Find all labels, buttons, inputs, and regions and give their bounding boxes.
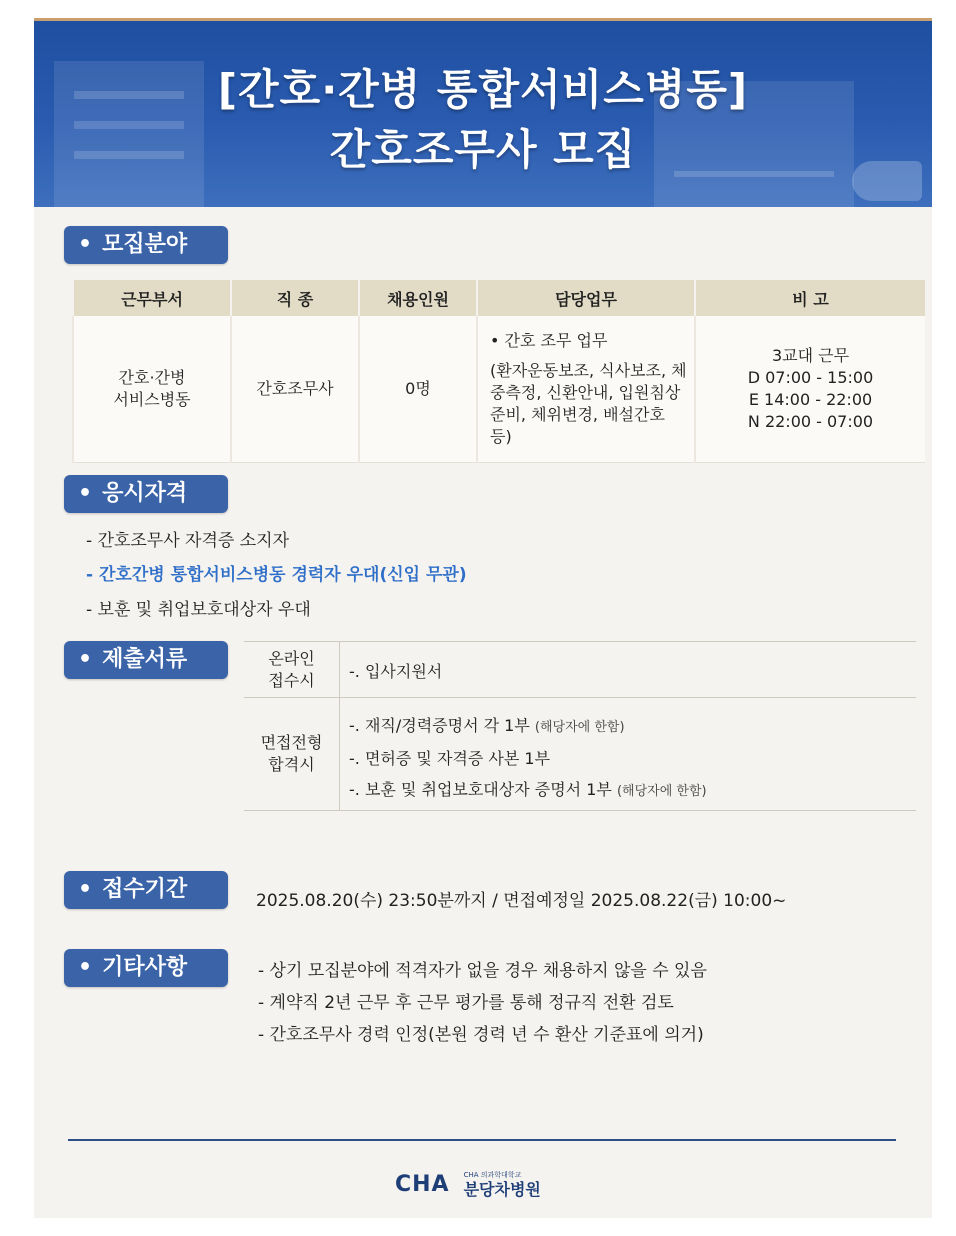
column-header: 직 종 [231,280,359,316]
hospital-logo [395,1169,541,1199]
hospital-name: 분당차병원 [463,1180,541,1199]
document-note: (해당자에 한함) [616,784,707,799]
duty-detail: (환자운동보조, 식사보조, 체중측정, 신환안내, 입원침상준비, 체위변경, 배설간호 등) [490,361,687,446]
duty-cell [477,316,695,463]
column-header: 채용인원 [359,280,477,316]
table-header-row [73,280,925,316]
section-recruit-field: • 모집분야 [64,226,228,264]
interview-label: 면접전형 합격시 [244,698,340,810]
notes-cell [695,316,925,463]
section-label: 접수기간 [102,877,188,902]
period-text: 2025.08.20(수) 23:50분까지 / 면접예정일 2025.08.22(금) 10:00~ [256,891,787,911]
count-cell: 0명 [359,316,477,463]
poster [34,18,932,1218]
online-label: 온라인 접수시 [244,642,340,697]
note-line: 3교대 근무 [771,346,850,365]
document-text: -. 재직/경력증명서 각 1부 [349,716,535,735]
duty-title: • 간호 조무 업무 [490,331,608,350]
document-text: -. 면허증 및 자격증 사본 1부 [349,749,551,768]
documents-row-interview [244,697,916,811]
note-line: N 22:00 - 07:00 [747,412,874,431]
section-label: 모집분야 [102,232,188,257]
column-header: 비 고 [695,280,925,316]
documents-row-online [244,641,916,697]
title-line-1: [간호·간병 통합서비스병동] [217,65,749,114]
table-row [73,316,925,463]
footer-divider [68,1139,896,1141]
university-name: CHA 의과학대학교 [463,1171,522,1179]
section-etc: • 기타사항 [64,949,228,987]
document-item: -. 입사지원서 [349,662,443,681]
section-period: • 접수기간 [64,871,228,909]
recruit-table [72,280,925,463]
etc-item: - 간호조무사 경력 인정(본원 경력 년 수 환산 기준표에 의거) [258,1025,704,1045]
document-text: -. 보훈 및 취업보호대상자 증명서 1부 [349,780,617,799]
section-qualification: • 응시자격 [64,475,228,513]
document-item [349,710,916,743]
note-line: E 14:00 - 22:00 [748,390,873,409]
qualification-item: - 간호조무사 자격증 소지자 [86,531,289,551]
document-item [349,743,916,774]
etc-item: - 계약직 2년 근무 후 근무 평가를 통해 정규직 전환 검토 [258,993,674,1013]
cha-logo: CHA [395,1171,450,1197]
qualification-item: - 보훈 및 취업보호대상자 우대 [86,600,311,620]
column-header: 담당업무 [477,280,695,316]
column-header: 근무부서 [73,280,231,316]
section-label: 기타사항 [102,955,188,980]
job-cell: 간호조무사 [231,316,359,463]
header-banner [34,18,932,207]
etc-item: - 상기 모집분야에 적격자가 없을 경우 채용하지 않을 수 있음 [258,961,707,981]
section-label: 제출서류 [102,647,188,672]
documents-table [244,641,916,811]
section-documents: • 제출서류 [64,641,228,679]
note-line: D 07:00 - 15:00 [747,368,874,387]
document-note: (해당자에 한함) [534,720,625,735]
department-cell: 간호·간병 서비스병동 [73,316,231,463]
document-item [349,774,916,807]
title-line-2: 간호조무사 모집 [329,125,637,174]
section-label: 응시자격 [102,481,188,506]
qualification-item-preferred: - 간호간병 통합서비스병동 경력자 우대(신입 무관) [86,565,467,585]
